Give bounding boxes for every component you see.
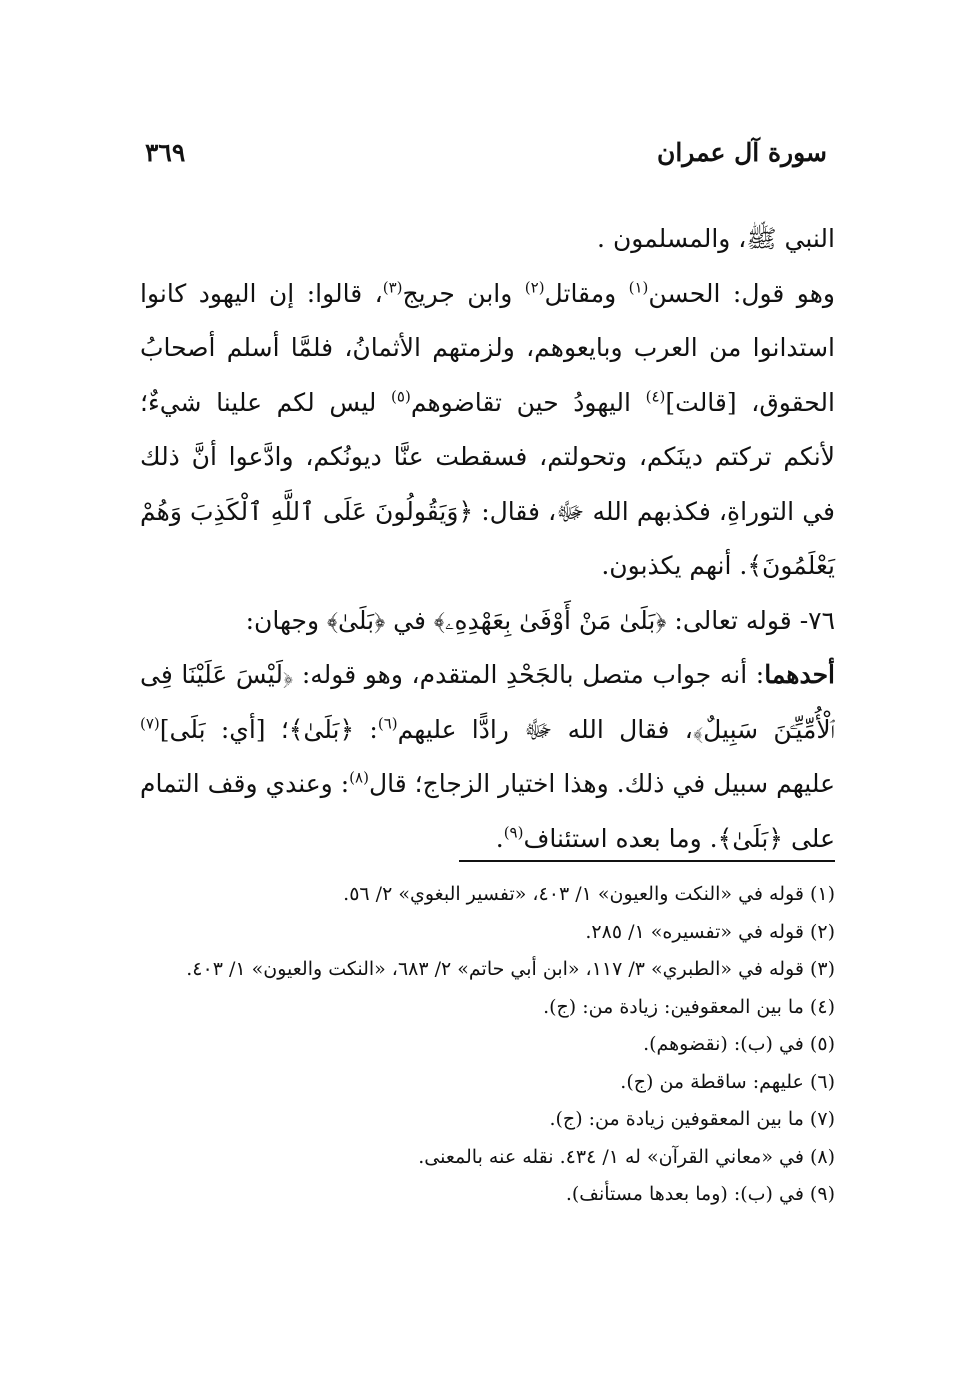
text-span: اليهودُ حين تقاضوهم — [410, 387, 646, 417]
footnote-ref[interactable]: (٩) — [503, 823, 524, 842]
running-title: سورة آل عمران — [656, 138, 827, 167]
text-span: وجهان: — [245, 605, 327, 635]
footnote-2: (٢) قوله في «تفسيره» ١/ ٢٨٥. — [585, 920, 835, 943]
text-span: النبي ﷺ، والمسلمون . — [597, 224, 835, 253]
text-span: : وعندي وقف التمام على — [140, 769, 835, 853]
text-span: وهو قول: الحسن — [648, 278, 835, 308]
page-number: ٣٦٩ — [145, 138, 186, 167]
footnote-ref[interactable]: (٣) — [382, 278, 403, 297]
main-text — [140, 212, 835, 866]
footnote-separator — [459, 860, 835, 862]
paragraph-1 — [140, 212, 835, 267]
text-span: ، فقال الله ﷻ رادًّا عليهم — [397, 714, 693, 744]
footnotes — [120, 876, 835, 1214]
footnote-ref[interactable]: (٢) — [524, 278, 545, 297]
text-span: في — [385, 605, 434, 635]
text-span: ومقاتل — [544, 278, 629, 308]
text-span: . — [495, 823, 504, 853]
footnote-6: (٦) عليهم: ساقطة من (ج). — [620, 1070, 835, 1093]
quran-quote: ﴿بَلَىٰ﴾ — [326, 605, 386, 635]
bold-term: أحدهما — [764, 660, 835, 689]
text-span: : أنه جواب متصل بالجَحْدِ المتقدم، وهو قوله: — [293, 660, 765, 689]
footnote-8: (٨) في «معاني القرآن» له ١/ ٤٣٤. نقله عنه بالمعنى. — [418, 1145, 835, 1168]
paragraph-3 — [140, 594, 835, 649]
text-span: : — [354, 714, 378, 744]
quran-quote: ﴿بَلَىٰ﴾ — [717, 823, 784, 853]
footnote-9: (٩) في (ب): (وما بعدها مستأنف). — [565, 1183, 835, 1205]
footnote-7: (٧) ما بين المعقوفين زيادة من: (ج). — [549, 1108, 835, 1130]
text-span: ؛ [أي: بَلَى] — [159, 714, 289, 744]
footnote-ref[interactable]: (٦) — [377, 714, 398, 733]
footnote-ref[interactable]: (٨) — [349, 768, 369, 787]
paragraph-4 — [140, 648, 835, 866]
quran-quote: ﴿بَلَىٰ﴾ — [288, 714, 355, 744]
text-span: وابن جريج — [402, 278, 525, 308]
paragraph-2 — [140, 267, 835, 594]
text-span: . وما بعده استئناف — [523, 823, 718, 853]
footnote-ref[interactable]: (١) — [628, 278, 649, 297]
quran-quote: ﴿بَلَىٰ مَنْ أَوْفَىٰ بِعَهْدِهِۦ﴾ — [433, 605, 667, 635]
verse-heading: ٧٦- قوله تعالى: — [666, 605, 835, 635]
page-header — [145, 138, 827, 178]
quran-quote: ﴿لَيْسَ عَلَيْنَا فِى ٱلْأُمِّيِّـۧنَ سَبِيلٌ﴾ — [140, 660, 835, 744]
footnote-1: (١) قوله في «النكت والعيون» ١/ ٤٠٣، «تفسير البغوي» ٢/ ٥٦. — [343, 883, 835, 905]
footnote-5: (٥) في (ب): (نقضوهم). — [643, 1033, 835, 1055]
text-span: ليس لكم علينا شيءٌ؛ لأنكم تركتم دينَكم، وتحولتم، فسقطت عنَّا ديونُكم، وادَّعوا أنَّ ذلك في التوراةِ، فكذبهم الله ﷻ، فقال: — [140, 387, 835, 526]
footnote-3: (٣) قوله في «الطبري» ٣/ ١١٧، «ابن أبي حاتم» ٢/ ٦٨٣، «النكت والعيون» ١/ ٤٠٣. — [186, 958, 835, 980]
footnote-ref[interactable]: (٥) — [391, 387, 411, 406]
text-span: عليهم سبيل في ذلك. وهذا اختيار الزجاج؛ قال — [368, 769, 836, 798]
text-span: ، قالوا: إن اليهود كانوا استدانوا من العرب وبايعوهم، ولزمتهم الأثمانُ، فلمَّا أسلم أصحابُ الحقوق، [قالت] — [140, 278, 835, 417]
text-span: . أنهم يكذبون. — [601, 551, 748, 580]
quran-quote: ﴿وَيَقُولُونَ عَلَى ٱللَّهِ ٱلْكَذِبَ وَهُمْ يَعْلَمُونَ﴾ — [140, 496, 835, 580]
footnote-ref[interactable]: (٤) — [645, 387, 666, 406]
footnote-4: (٤) ما بين المعقوفين: زيادة من: (ج). — [543, 995, 835, 1018]
footnote-ref[interactable]: (٧) — [140, 714, 160, 733]
